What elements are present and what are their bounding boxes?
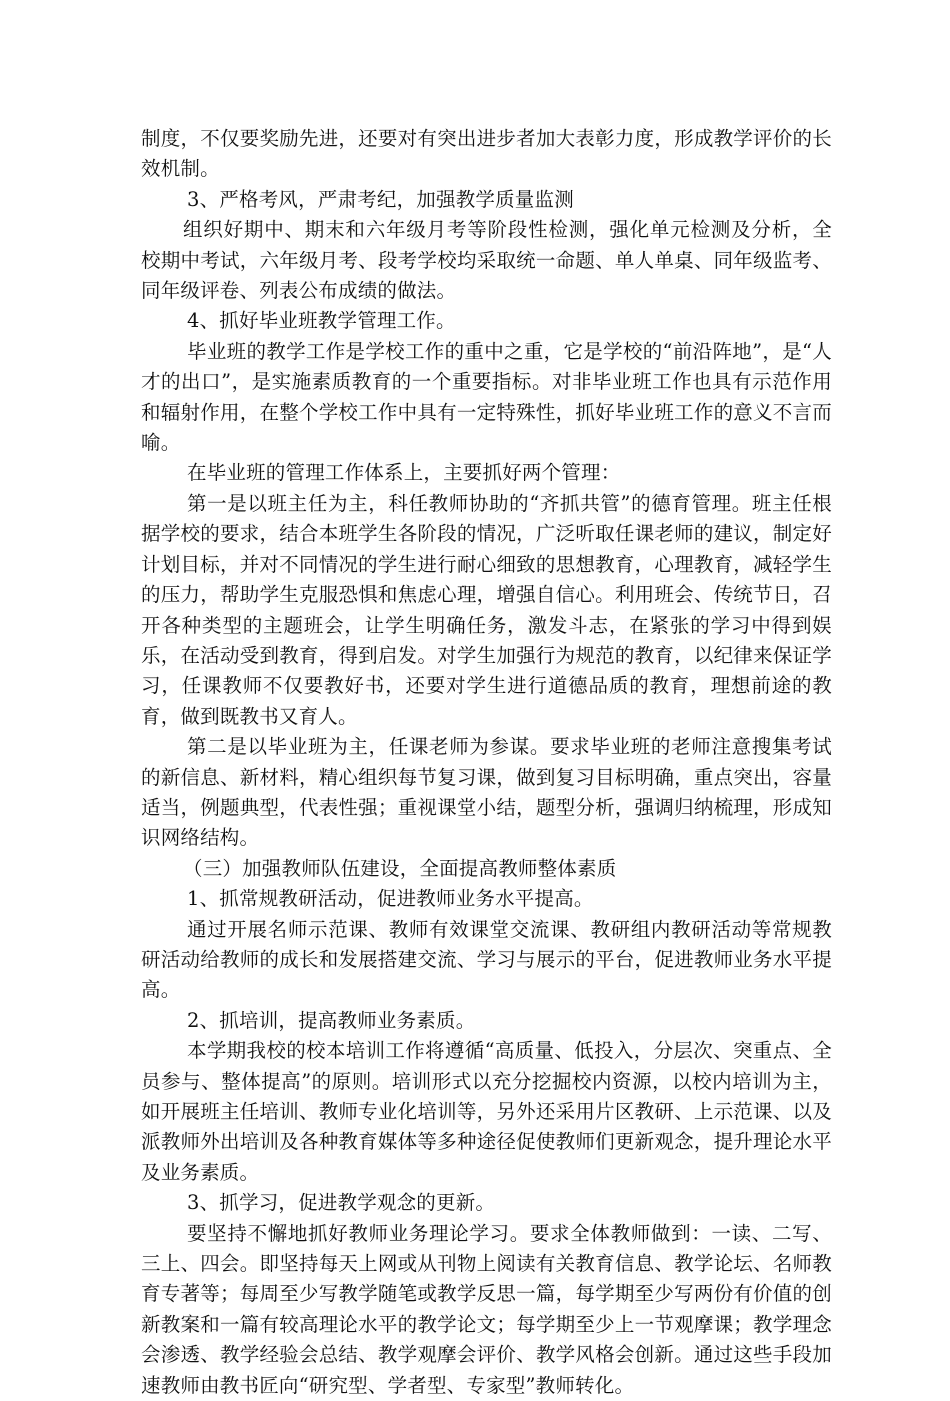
heading-routine-research: 1、抓常规教研活动，促进教师业务水平提高。 xyxy=(187,887,594,911)
heading-graduating-class: 4、抓好毕业班教学管理工作。 xyxy=(187,309,456,333)
heading-exam-discipline: 3、严格考风，严肃考纪，加强教学质量监测 xyxy=(187,187,574,211)
paragraph-training: 本学期我校的校本培训工作将遵循“高质量、低投入，分层次、突重点、全员参与、整体提高”的原则。培训形式以充分挖掘校内资源，以校内培训为主，如开展班主任培训、教师专业化培训等，另外还采用片区教研、上示范课、以及派教师外出培训及各种教育媒体等多种途径促使教师们更新观念，提升理论水平及业务素质。 xyxy=(141,1039,832,1184)
paragraph-learning: 要坚持不懈地抓好教师业务理论学习。要求全体教师做到：一读、二写、三上、四会。即坚持每天上网或从刊物上阅读有关教育信息、教学论坛、名师教育专著等；每周至少写教学随笔或教学反思一篇，每学期至少写两份有价值的创新教案和一篇有较高理论水平的教学论文；每学期至少上一节观摩课；教学理念会渗透、教学经验会总结、教学观摩会评价、教学风格会创新。通过这些手段加速教师由教书匠向“研究型、学者型、专家型”教师转化。 xyxy=(141,1221,832,1397)
paragraph-evaluation-mechanism: 制度，不仅要奖励先进，还要对有突出进步者加大表彰力度，形成教学评价的长效机制。 xyxy=(141,127,832,181)
paragraph-routine-research: 通过开展名师示范课、教师有效课堂交流课、教研组内教研活动等常规教研活动给教师的成长和发展搭建交流、学习与展示的平台，促进教师业务水平提高。 xyxy=(141,917,832,1002)
paragraph-two-managements: 在毕业班的管理工作体系上，主要抓好两个管理： xyxy=(187,461,621,485)
heading-training: 2、抓培训，提高教师业务素质。 xyxy=(187,1008,476,1032)
paragraph-moral-management: 第一是以班主任为主，科任教师协助的“齐抓共管”的德育管理。班主任根据学校的要求，结合本班学生各阶段的情况，广泛听取任课老师的建议，制定好计划目标，并对不同情况的学生进行耐心细致的思想教育，心理教育，减轻学生的压力，帮助学生克服恐惧和焦虑心理，增强自信心。利用班会、传统节日，召开各种类型的主题班会，让学生明确任务，激发斗志，在紧张的学习中得到娱乐，在活动受到教育，得到启发。对学生加强行为规范的教育，以纪律来保证学习，任课教师不仅要教好书，还要对学生进行道德品质的教育，理想前途的教育，做到既教书又育人。 xyxy=(141,491,832,728)
heading-learning: 3、抓学习，促进教学观念的更新。 xyxy=(187,1191,496,1215)
section-heading-teacher-team: （三）加强教师队伍建设，全面提高教师整体素质 xyxy=(183,856,617,880)
paragraph-exam-organization: 组织好期中、期末和六年级月考等阶段性检测，强化单元检测及分析，全校期中考试，六年级月考、段考学校均采取统一命题、单人单桌、同年级监考、同年级评卷、列表公布成绩的做法。 xyxy=(141,218,832,303)
paragraph-graduating-class-importance: 毕业班的教学工作是学校工作的重中之重，它是学校的“前沿阵地”，是“人才的出口”，是实施素质教育的一个重要指标。对非毕业班工作也具有示范作用和辐射作用，在整个学校工作中具有一定特殊性，抓好毕业班工作的意义不言而喻。 xyxy=(141,339,832,455)
paragraph-teaching-management: 第二是以毕业班为主，任课老师为参谋。要求毕业班的老师注意搜集考试的新信息、新材料，精心组织每节复习课，做到复习目标明确，重点突出，容量适当，例题典型，代表性强；重视课堂小结，题型分析，强调归纳梳理，形成知识网络结构。 xyxy=(141,735,832,850)
